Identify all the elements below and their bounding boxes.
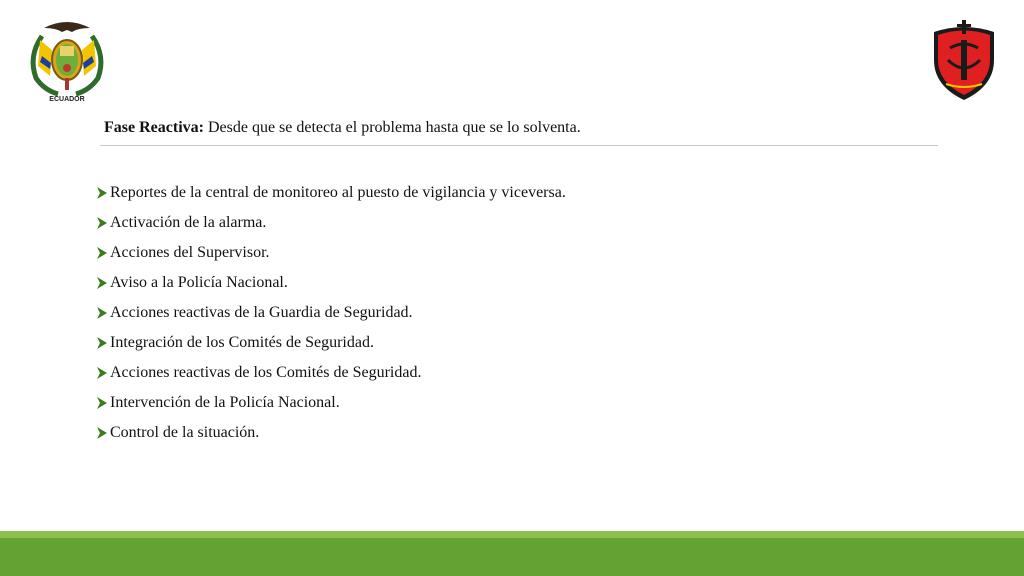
list-item (96, 358, 566, 388)
logo-caption: ECUADOR (49, 96, 85, 103)
arrow-bullet-icon (96, 246, 108, 260)
list-item (96, 238, 566, 268)
list-item-text: Activación de la alarma. (110, 214, 267, 231)
arrow-bullet-icon (96, 396, 108, 410)
security-shield-emblem-logo (928, 18, 1000, 102)
list-item (96, 298, 566, 328)
arrow-bullet-icon (96, 306, 108, 320)
heading-divider (100, 145, 938, 146)
list-item (96, 268, 566, 298)
list-item-text: Intervención de la Policía Nacional. (110, 394, 340, 411)
arrow-bullet-icon (96, 426, 108, 440)
list-item (96, 328, 566, 358)
arrow-bullet-icon (96, 276, 108, 290)
list-item-text: Reportes de la central de monitoreo al puesto de vigilancia y viceversa. (110, 184, 566, 201)
list-item-text: Control de la situación. (110, 424, 260, 441)
arrow-bullet-icon (96, 336, 108, 350)
footer-band-dark (0, 538, 1024, 576)
list-item-text: Aviso a la Policía Nacional. (110, 274, 288, 291)
section-heading (104, 119, 581, 137)
ecuador-coat-of-arms-logo (22, 16, 112, 104)
list-item (96, 208, 566, 238)
list-item-text: Acciones del Supervisor. (110, 244, 270, 261)
list-item (96, 178, 566, 208)
heading-label: Fase Reactiva: (104, 119, 204, 136)
footer-band-light (0, 531, 1024, 538)
list-item-text: Integración de los Comités de Seguridad. (110, 334, 374, 351)
bullet-list (96, 178, 566, 448)
list-item-text: Acciones reactivas de la Guardia de Seguridad. (110, 304, 413, 321)
arrow-bullet-icon (96, 366, 108, 380)
list-item (96, 388, 566, 418)
list-item (96, 418, 566, 448)
arrow-bullet-icon (96, 216, 108, 230)
heading-description: Desde que se detecta el problema hasta que se lo solventa. (203, 119, 581, 136)
arrow-bullet-icon (96, 186, 108, 200)
list-item-text: Acciones reactivas de los Comités de Seguridad. (110, 364, 422, 381)
